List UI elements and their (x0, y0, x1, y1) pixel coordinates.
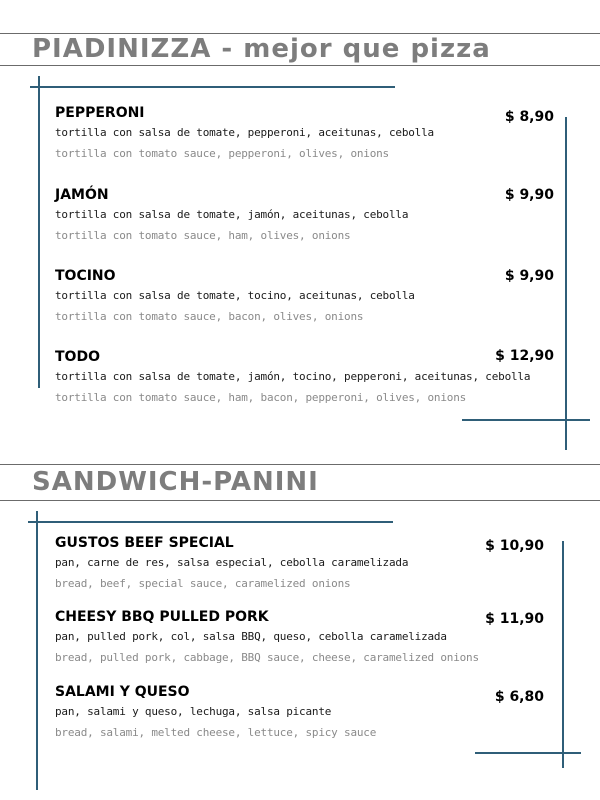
item-name: SALAMI Y QUESO (55, 684, 190, 700)
item-price: $ 12,90 (495, 348, 554, 364)
section2-frame-right (562, 541, 564, 768)
item-description-en: tortilla con tomato sauce, ham, bacon, pepperoni, olives, onions (55, 391, 467, 404)
item-description-es: tortilla con salsa de tomate, tocino, aceitunas, cebolla (55, 289, 415, 302)
item-description-es: tortilla con salsa de tomate, jamón, aceitunas, cebolla (55, 208, 409, 221)
menu-item-cheesy-bbq-pulled-pork (55, 608, 479, 665)
item-description-es: tortilla con salsa de tomate, pepperoni, aceitunas, cebolla (55, 126, 434, 139)
item-name: GUSTOS BEEF SPECIAL (55, 535, 234, 551)
section2-frame-top (28, 521, 393, 523)
menu-item-tocino (55, 267, 415, 324)
menu-item-todo (55, 348, 530, 405)
item-price: $ 11,90 (485, 611, 544, 627)
item-description-en: tortilla con tomato sauce, bacon, olives, onions (55, 310, 364, 323)
section2-frame-bottom (475, 752, 581, 754)
item-name: TODO (55, 349, 100, 365)
item-name: JAMÓN (55, 187, 109, 203)
section1-title: PIADINIZZA - mejor que pizza (32, 34, 491, 64)
section1-frame-bottom (462, 419, 590, 421)
item-description-en: bread, beef, special sauce, caramelized onions (55, 577, 351, 590)
item-description-es: tortilla con salsa de tomate, jamón, tocino, pepperoni, aceitunas, cebolla (55, 370, 531, 383)
menu-item-pepperoni (55, 104, 434, 161)
item-price: $ 9,90 (504, 268, 554, 284)
item-price: $ 9,90 (504, 187, 554, 203)
section1-frame-top (30, 86, 395, 88)
item-name: CHEESY BBQ PULLED PORK (55, 609, 269, 625)
section1-bottom-rule (0, 65, 600, 66)
section1-frame-right (565, 117, 567, 450)
section2-bottom-rule (0, 500, 600, 501)
section2-frame-left (36, 511, 38, 790)
item-price: $ 8,90 (504, 109, 554, 125)
section2-title: SANDWICH-PANINI (32, 467, 319, 497)
item-description-en: tortilla con tomato sauce, ham, olives, onions (55, 229, 351, 242)
item-name: PEPPERONI (55, 105, 145, 121)
menu-item-gustos-beef-special (55, 534, 408, 591)
item-description-en: tortilla con tomato sauce, pepperoni, olives, onions (55, 147, 389, 160)
menu-item-salami-y-queso (55, 683, 376, 740)
item-name: TOCINO (55, 268, 116, 284)
item-description-en: bread, salami, melted cheese, lettuce, spicy sauce (55, 726, 377, 739)
item-description-es: pan, pulled pork, col, salsa BBQ, queso, cebolla caramelizada (55, 630, 447, 643)
menu-item-jamon (55, 186, 408, 243)
item-description-en: bread, pulled pork, cabbage, BBQ sauce, cheese, caramelized onions (55, 651, 479, 664)
item-description-es: pan, salami y queso, lechuga, salsa picante (55, 705, 332, 718)
section2-top-rule (0, 464, 600, 465)
item-price: $ 6,80 (494, 689, 544, 705)
item-description-es: pan, carne de res, salsa especial, cebolla caramelizada (55, 556, 409, 569)
section1-frame-left (38, 76, 40, 388)
item-price: $ 10,90 (485, 538, 544, 554)
